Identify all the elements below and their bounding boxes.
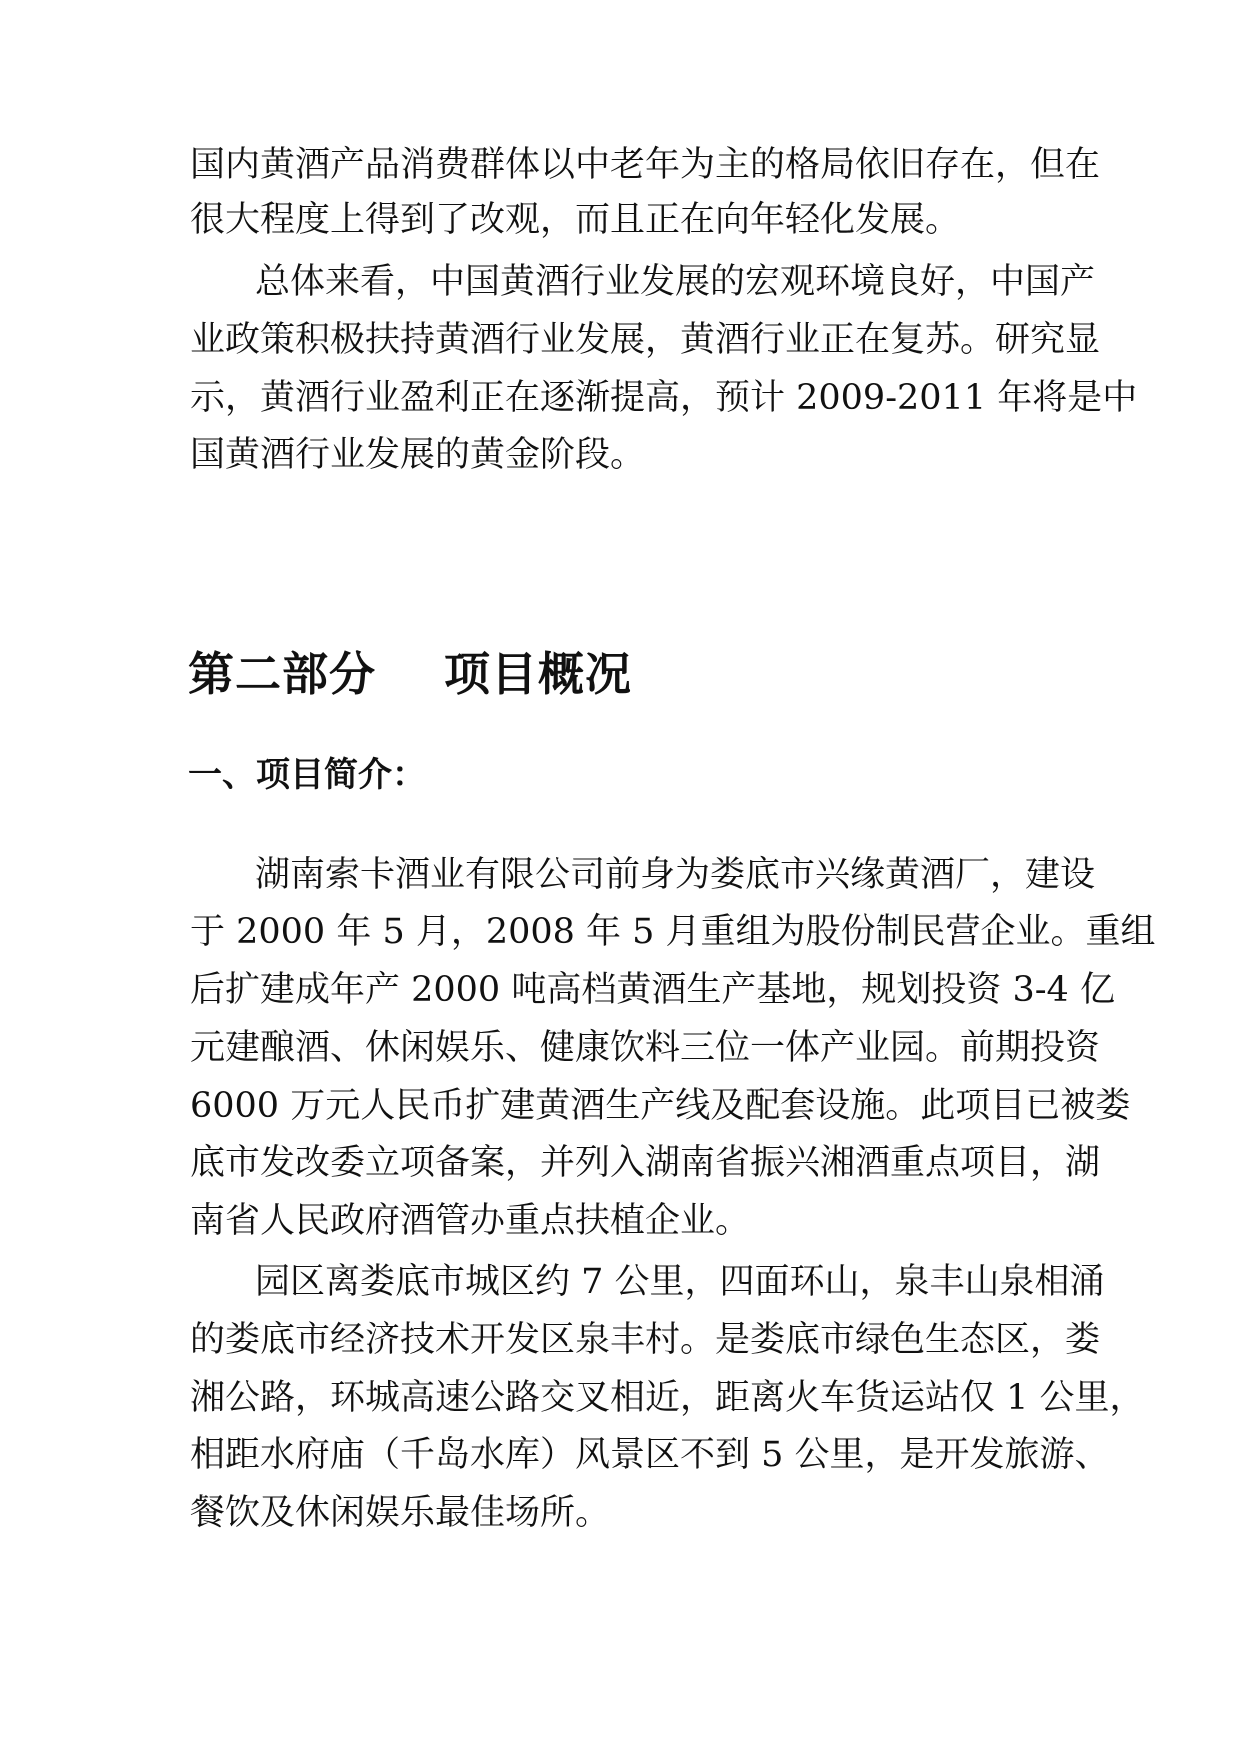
paragraph-line: 后扩建成年产 2000 吨高档黄酒生产基地，规划投资 3-4 亿 xyxy=(190,970,1115,1010)
paragraph-line: 国黄酒行业发展的黄金阶段。 xyxy=(190,435,646,475)
paragraph-line: 很大程度上得到了改观，而且正在向年轻化发展。 xyxy=(190,200,961,240)
paragraph-line: 6000 万元人民币扩建黄酒生产线及配套设施。此项目已被娄 xyxy=(190,1086,1131,1126)
paragraph-line: 相距水府庙（千岛水库）风景区不到 5 公里，是开发旅游、 xyxy=(190,1435,1110,1475)
paragraph-line: 底市发改委立项备案，并列入湖南省振兴湘酒重点项目，湖 xyxy=(190,1143,1101,1183)
paragraph-line: 湖南索卡酒业有限公司前身为娄底市兴缘黄酒厂，建设 xyxy=(255,855,1096,895)
paragraph-line: 业政策积极扶持黄酒行业发展，黄酒行业正在复苏。研究显 xyxy=(190,320,1101,360)
paragraph-line: 餐饮及休闲娱乐最佳场所。 xyxy=(190,1493,611,1533)
paragraph-line: 湘公路，环城高速公路交叉相近，距离火车货运站仅 1 公里， xyxy=(190,1378,1145,1418)
paragraph-line: 于 2000 年 5 月，2008 年 5 月重组为股份制民营企业。重组 xyxy=(190,912,1156,952)
section-heading: 第二部分 项目概况 xyxy=(188,647,633,701)
paragraph-line: 总体来看，中国黄酒行业发展的宏观环境良好，中国产 xyxy=(255,262,1096,302)
paragraph-line: 南省人民政府酒管办重点扶植企业。 xyxy=(190,1201,751,1241)
subsection-heading: 一、项目简介： xyxy=(188,755,426,795)
paragraph-line: 的娄底市经济技术开发区泉丰村。是娄底市绿色生态区，娄 xyxy=(190,1320,1101,1360)
paragraph-line: 示，黄酒行业盈利正在逐渐提高，预计 2009-2011 年将是中 xyxy=(190,378,1138,418)
paragraph-line: 园区离娄底市城区约 7 公里，四面环山，泉丰山泉相涌 xyxy=(255,1262,1105,1302)
paragraph-line: 国内黄酒产品消费群体以中老年为主的格局依旧存在，但在 xyxy=(190,145,1101,185)
paragraph-line: 元建酿酒、休闲娱乐、健康饮料三位一体产业园。前期投资 xyxy=(190,1028,1101,1068)
